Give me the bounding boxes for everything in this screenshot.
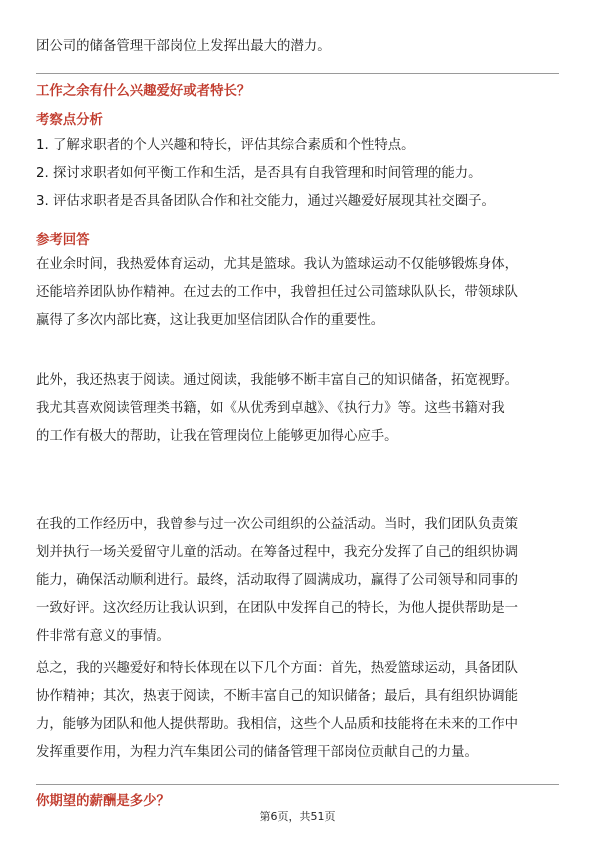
paragraph-line: 力，能够为团队和他人提供帮助。我相信，这些个人品质和技能将在未来的工作中: [36, 717, 519, 732]
paragraph-line: 的工作有极大的帮助，让我在管理岗位上能够更加得心应手。: [36, 429, 398, 444]
analysis-heading: 考察点分析: [36, 113, 103, 128]
answer-paragraph: [36, 511, 559, 651]
paragraph-line: 还能培养团队协作精神。在过去的工作中，我曾担任过公司篮球队队长，带领球队: [36, 285, 519, 300]
next-question-title: 你期望的薪酬是多少？: [36, 794, 170, 809]
paragraph-line: 此外，我还热衷于阅读。通过阅读，我能够不断丰富自己的知识储备，拓宽视野。: [36, 373, 519, 388]
page-number: 第6页，共51页: [259, 810, 336, 823]
answer-heading: 参考回答: [36, 233, 90, 248]
paragraph-line: 在业余时间，我热爱体育运动，尤其是篮球。我认为篮球运动不仅能够锻炼身体，: [36, 257, 519, 272]
paragraph-line: 总之，我的兴趣爱好和特长体现在以下几个方面：首先，热爱篮球运动，具备团队: [36, 661, 519, 676]
section-divider: [36, 784, 559, 785]
answer-paragraph: [36, 251, 559, 335]
paragraph-line: 划并执行一场关爱留守儿童的活动。在筹备过程中，我充分发挥了自己的组织协调: [36, 545, 519, 560]
section-divider: [36, 73, 559, 74]
paragraph-line: 赢得了多次内部比赛，这让我更加坚信团队合作的重要性。: [36, 313, 385, 328]
paragraph-line: 能力，确保活动顺利进行。最终，活动取得了圆满成功，赢得了公司领导和同事的: [36, 573, 519, 588]
question-title: 工作之余有什么兴趣爱好或者特长？: [36, 84, 251, 99]
analysis-item: 2. 探讨求职者如何平衡工作和生活，是否具有自我管理和时间管理的能力。: [36, 166, 482, 181]
analysis-item: 3. 评估求职者是否具备团队合作和社交能力，通过兴趣爱好展现其社交圈子。: [36, 194, 495, 209]
paragraph-line: 我尤其喜欢阅读管理类书籍，如《从优秀到卓越》、《执行力》等。这些书籍对我: [36, 401, 505, 416]
paragraph-line: 协作精神；其次，热衷于阅读，不断丰富自己的知识储备；最后，具有组织协调能: [36, 689, 519, 704]
paragraph-line: 件非常有意义的事情。: [36, 629, 170, 644]
paragraph-line: 发挥重要作用，为程力汽车集团公司的储备管理干部岗位贡献自己的力量。: [36, 745, 478, 760]
analysis-item: 1. 了解求职者的个人兴趣和特长，评估其综合素质和个性特点。: [36, 138, 415, 153]
answer-paragraph: [36, 367, 559, 451]
paragraph-line: 一致好评。这次经历让我认识到，在团队中发挥自己的特长，为他人提供帮助是一: [36, 601, 519, 616]
paragraph-line: 在我的工作经历中，我曾参与过一次公司组织的公益活动。当时，我们团队负责策: [36, 517, 519, 532]
analysis-list: [36, 132, 495, 216]
intro-line: 团公司的储备管理干部岗位上发挥出最大的潜力。: [36, 39, 331, 54]
answer-paragraph: [36, 655, 559, 767]
